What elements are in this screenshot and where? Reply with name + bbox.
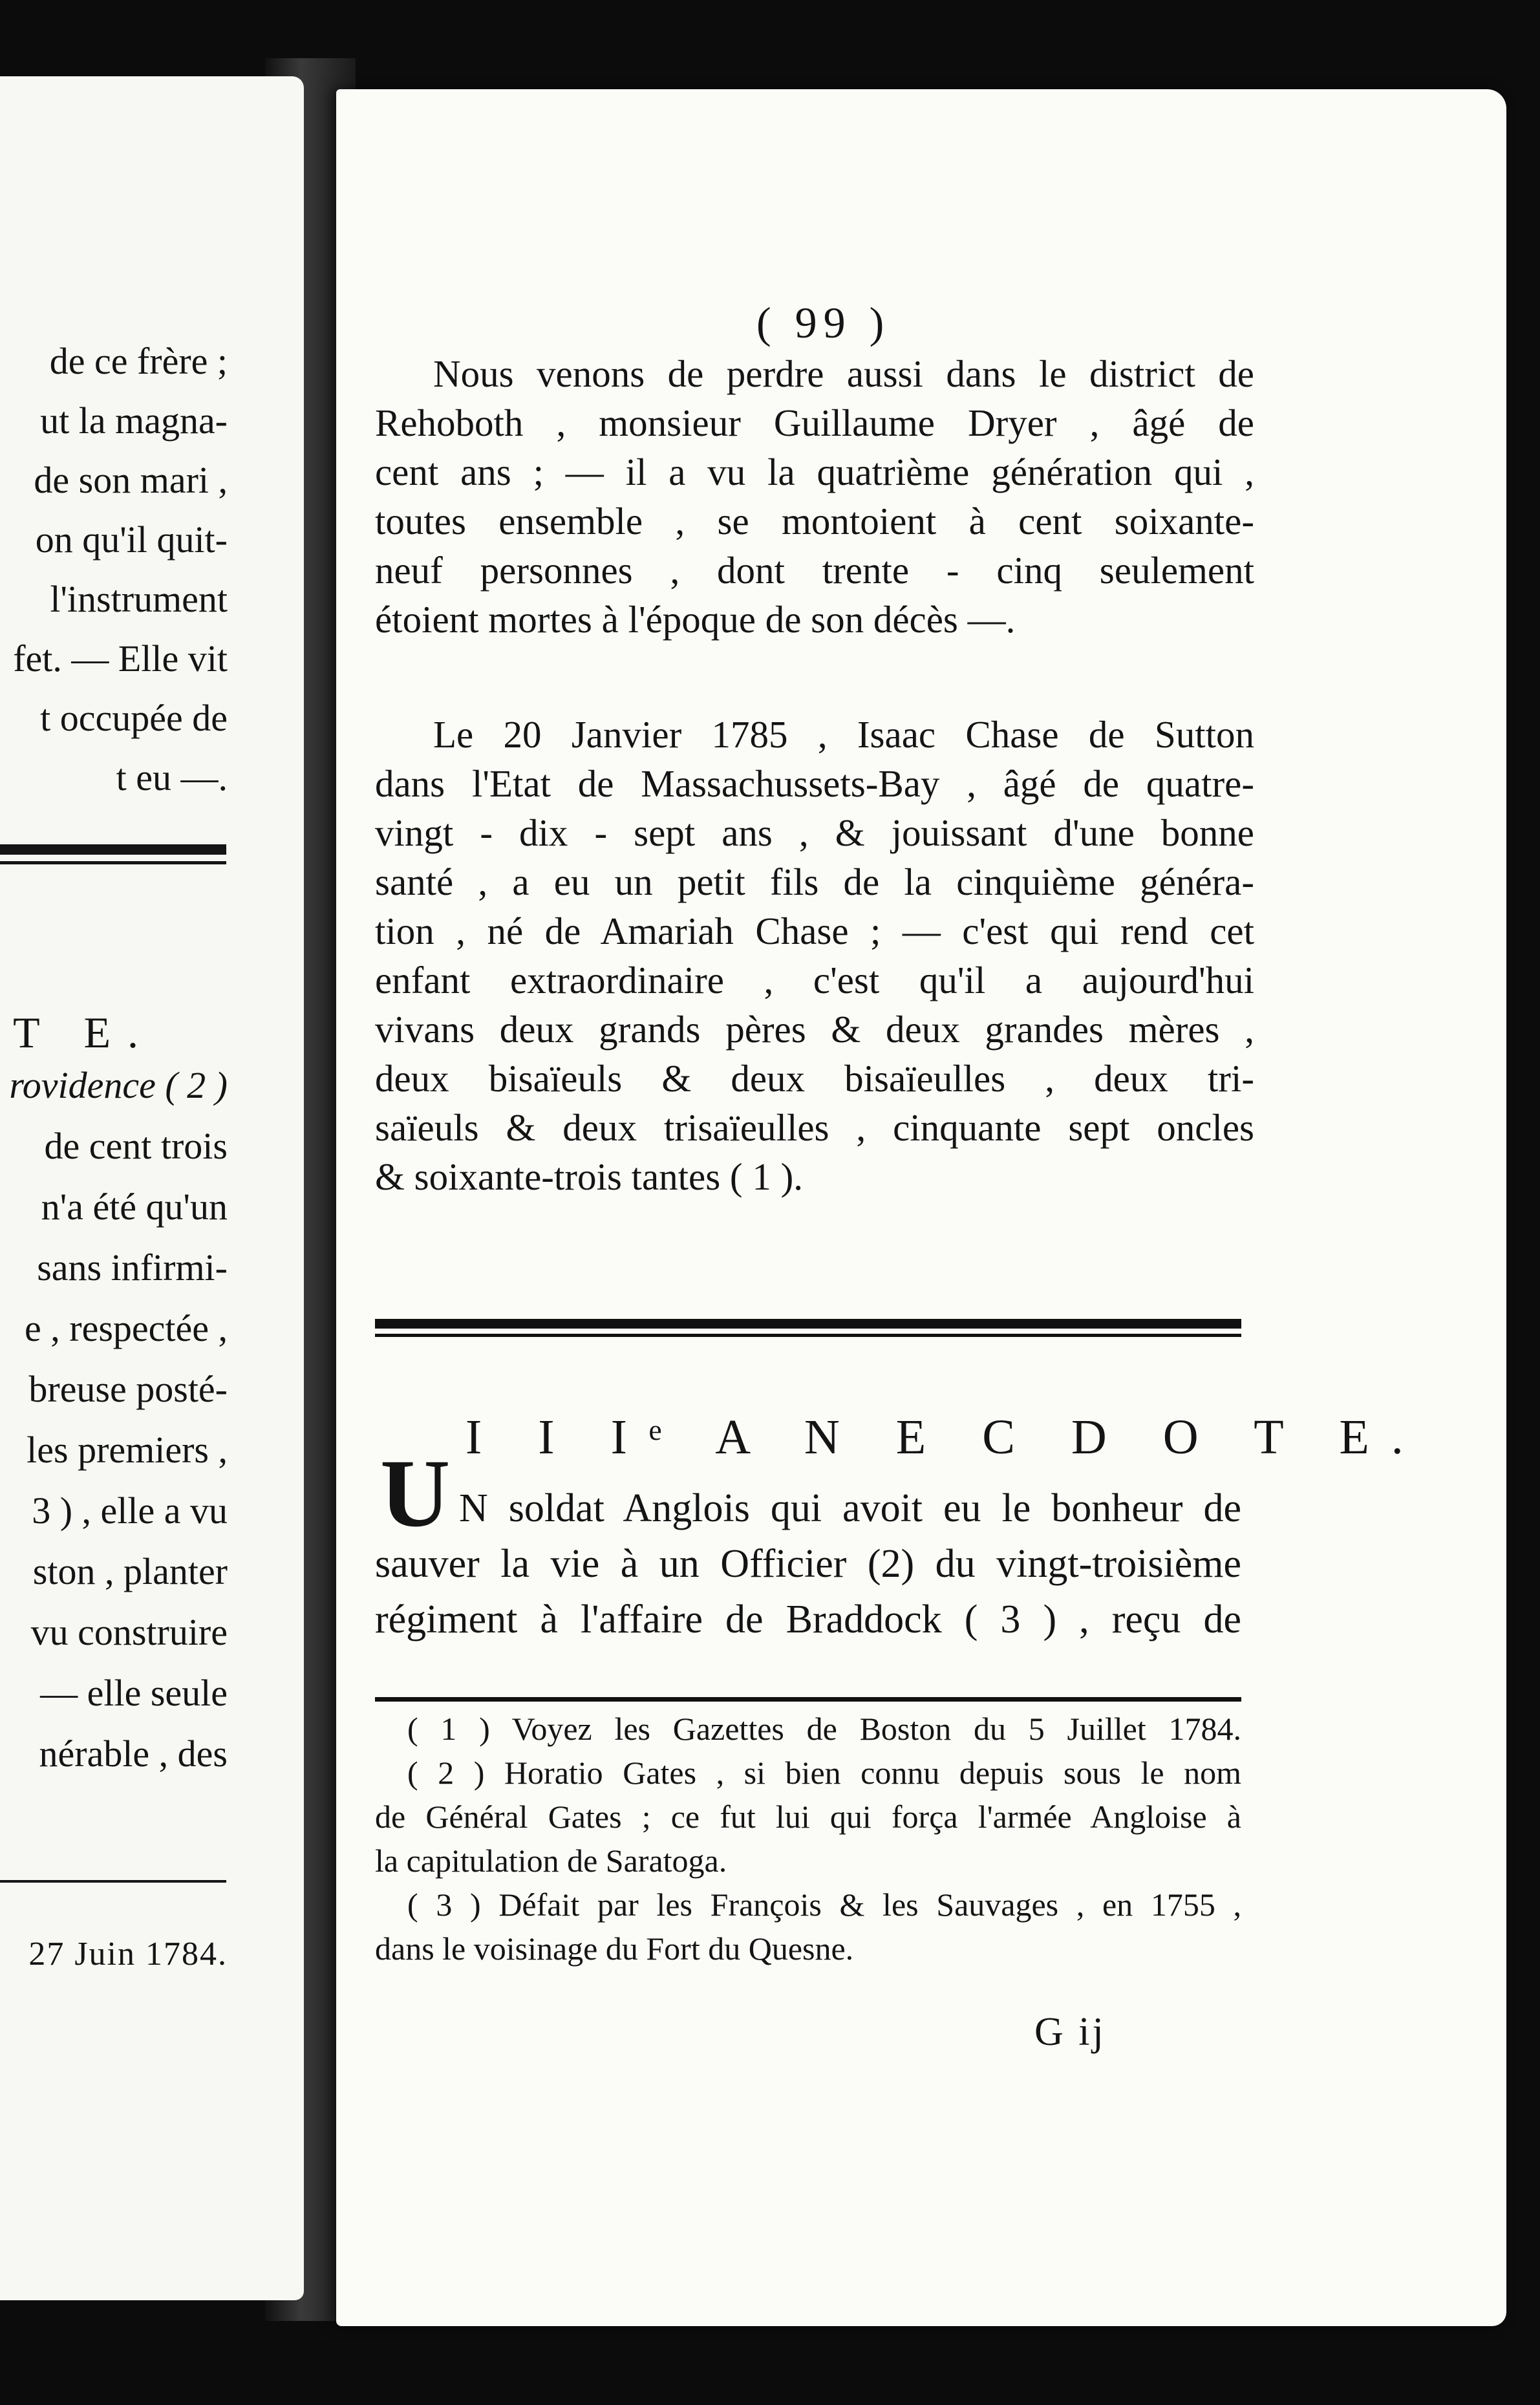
paragraph-rehoboth [375, 349, 1254, 644]
section-divider [375, 1319, 1241, 1337]
paragraph-line: cent ans ; — il a vu la quatrième génération qui , [375, 451, 1254, 493]
left-page-line: breuse posté- [28, 1368, 228, 1410]
left-page-line: l'instrument [50, 578, 228, 620]
left-page-line: ston , planter [32, 1550, 228, 1592]
left-page-line: sans infirmi- [37, 1246, 228, 1288]
left-page-heading: T E. [13, 1008, 155, 1057]
left-page [0, 76, 304, 2300]
paragraph-line: saïeuls & deux trisaïeulles , cinquante sept oncles [375, 1106, 1254, 1149]
left-page-line: rovidence ( 2 ) [9, 1064, 228, 1106]
paragraph-line: étoient mortes à l'époque de son décès —. [375, 598, 1016, 641]
left-page-line: e , respectée , [25, 1307, 228, 1349]
left-page-rule-end [0, 1880, 226, 1883]
footnotes [375, 1707, 1241, 1971]
paragraph-line: Le 20 Janvier 1785 , Isaac Chase de Sutton [433, 713, 1254, 756]
paragraph-line: deux bisaïeuls & deux bisaïeulles , deux tri- [375, 1057, 1254, 1100]
left-page-line: — elle seule [40, 1672, 228, 1714]
divider-thin-line [375, 1334, 1241, 1337]
drop-cap: U [380, 1440, 451, 1547]
paragraph-line: Nous venons de perdre aussi dans le district de [433, 352, 1254, 395]
left-page-rule-thick [0, 844, 226, 855]
page-number: ( 99 ) [756, 298, 891, 347]
left-page-date: 27 Juin 1784. [28, 1936, 228, 1972]
anecdote-line: régiment à l'affaire de Braddock ( 3 ) , reçu de [375, 1598, 1241, 1641]
left-page-line: t occupée de [40, 697, 228, 739]
footnote-line: ( 2 ) Horatio Gates , si bien connu depuis sous le nom [407, 1755, 1241, 1791]
paragraph-line: vingt - dix - sept ans , & jouissant d'une bonne [375, 811, 1254, 854]
paragraph-isaac-chase [375, 710, 1254, 1201]
left-page-line: les premiers , [27, 1429, 228, 1471]
left-page-line: vu construire [30, 1611, 228, 1653]
signature-mark: G ij [1034, 2010, 1106, 2054]
anecdote-heading: I I Iᵉ A N E C D O T E. [465, 1410, 1426, 1464]
anecdote-line: N soldat Anglois qui avoit eu le bonheur de [459, 1486, 1241, 1530]
left-page-line: de son mari , [34, 459, 228, 501]
paragraph-line: enfant extraordinaire , c'est qu'il a aujourd'hui [375, 959, 1254, 1001]
divider-thick-line [375, 1319, 1241, 1329]
paragraph-line: neuf personnes , dont trente - cinq seulement [375, 549, 1254, 592]
left-page-line: fet. — Elle vit [13, 637, 228, 679]
left-page-line: nérable , des [39, 1733, 228, 1775]
footnote-line: ( 1 ) Voyez les Gazettes de Boston du 5 Juillet 1784. [407, 1711, 1241, 1747]
left-page-line: on qu'il quit- [35, 518, 228, 561]
footnote-line: la capitulation de Saratoga. [375, 1843, 727, 1879]
paragraph-line: vivans deux grands pères & deux grandes mères , [375, 1008, 1254, 1051]
left-page-line: de cent trois [44, 1125, 228, 1167]
footnote-line: ( 3 ) Défait par les François & les Sauvages , en 1755 , [407, 1887, 1241, 1923]
anecdote-text [375, 1480, 1241, 1647]
paragraph-line: toutes ensemble , se montoient à cent soixante- [375, 500, 1254, 542]
footnote-line: de Général Gates ; ce fut lui qui força l'armée Angloise à [375, 1799, 1241, 1835]
left-page-line: t eu —. [116, 756, 228, 798]
paragraph-line: Rehoboth , monsieur Guillaume Dryer , âgé de [375, 401, 1254, 444]
paragraph-line: dans l'Etat de Massachussets-Bay , âgé de quatre- [375, 762, 1254, 805]
paragraph-line: & soixante-trois tantes ( 1 ). [375, 1155, 803, 1198]
left-page-line: de ce frère ; [49, 340, 228, 382]
left-page-line: 3 ) , elle a vu [32, 1490, 228, 1532]
left-page-rule-thin [0, 861, 226, 864]
footnote-line: dans le voisinage du Fort du Quesne. [375, 1930, 854, 1967]
left-page-line: n'a été qu'un [41, 1186, 228, 1228]
footnote-rule [375, 1697, 1241, 1702]
paragraph-line: santé , a eu un petit fils de la cinquième généra- [375, 860, 1254, 903]
left-page-line: ut la magna- [40, 400, 228, 442]
paragraph-line: tion , né de Amariah Chase ; — c'est qui rend cet [375, 910, 1254, 952]
anecdote-line: sauver la vie à un Officier (2) du vingt-troisième [375, 1542, 1241, 1586]
